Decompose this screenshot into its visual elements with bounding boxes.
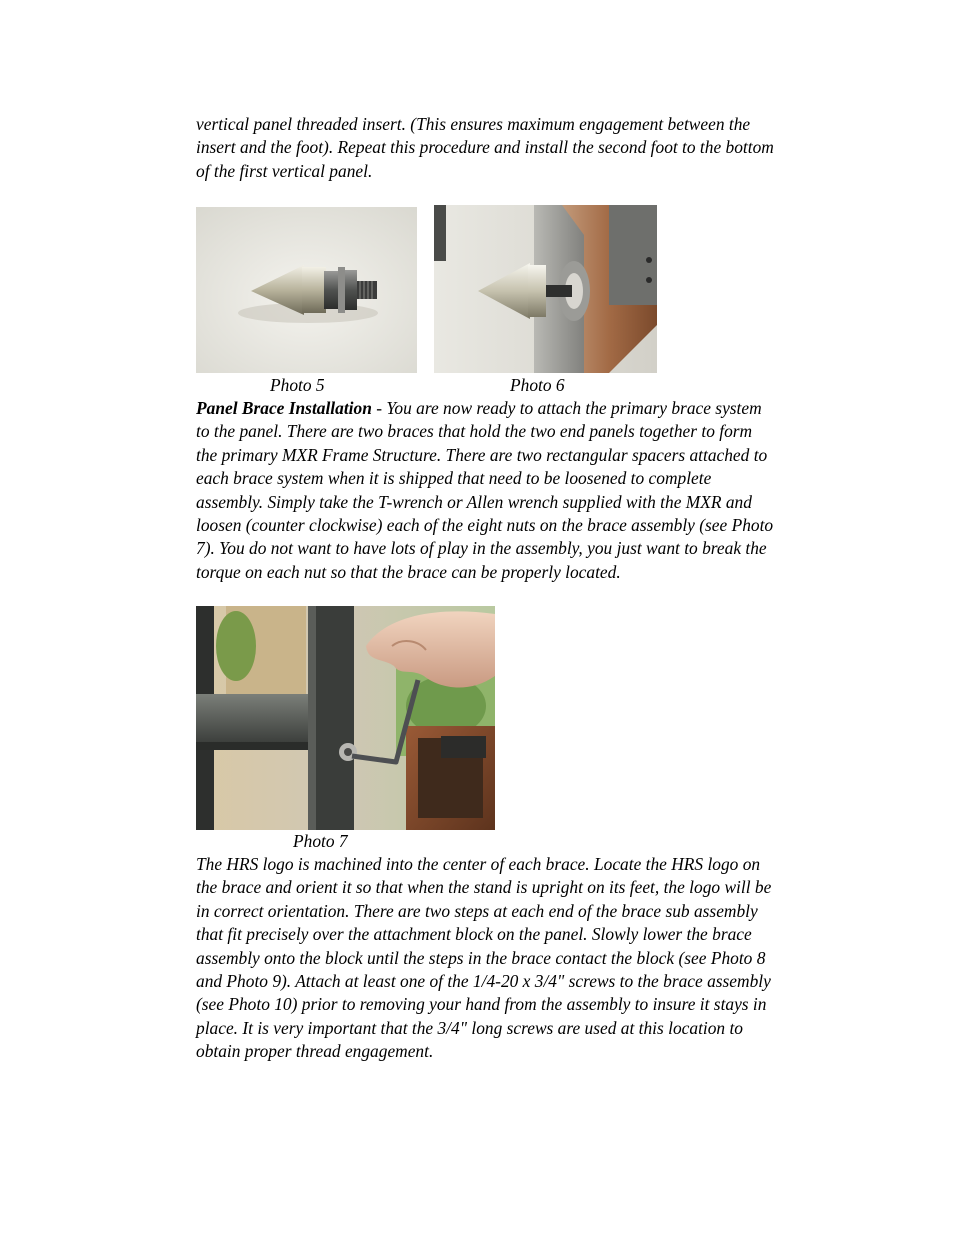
section-heading: Panel Brace Installation xyxy=(196,398,372,418)
photo-6-caption: Photo 6 xyxy=(510,375,565,395)
text-line: 7). You do not want to have lots of play in the assembly, you just want to break the xyxy=(196,538,767,559)
text-line: (see Photo 10) prior to removing your hand from the assembly to insure it stays in xyxy=(196,994,767,1015)
text-line: each brace system when it is shipped that need to be loosened to complete xyxy=(196,468,712,489)
text-line: obtain proper thread engagement. xyxy=(196,1041,434,1062)
text-line: assembly. Simply take the T-wrench or Allen wrench supplied with the MXR and xyxy=(196,491,752,512)
text-line: place. It is very important that the 3/4" long screws are used at this location to xyxy=(196,1017,743,1038)
text-line: insert and the foot). Repeat this procedure and install the second foot to the bottom xyxy=(196,137,774,158)
text-line: to the panel. There are two braces that hold the two end panels together to form xyxy=(196,421,753,442)
photo-5-spike-foot xyxy=(196,207,417,373)
photo-5-caption: Photo 5 xyxy=(270,375,325,395)
hrs-logo-paragraph xyxy=(196,853,821,1064)
photo-7-caption: Photo 7 xyxy=(293,831,348,851)
text-line: that fit precisely over the attachment block on the panel. Slowly lower the brace xyxy=(196,924,752,945)
brace-installation-paragraph xyxy=(196,397,821,584)
text-line: of the first vertical panel. xyxy=(196,160,373,181)
text-line: vertical panel threaded insert. (This ensures maximum engagement between the xyxy=(196,114,751,134)
text-line: The HRS logo is machined into the center of each brace. Locate the HRS logo on xyxy=(196,854,761,874)
spike-foot-image xyxy=(196,207,417,373)
text-line: torque on each nut so that the brace can be properly located. xyxy=(196,561,621,582)
photo-7-allen-wrench xyxy=(196,606,495,830)
text-line: the primary MXR Frame Structure. There are two rectangular spacers attached to xyxy=(196,444,768,465)
text-line xyxy=(196,397,821,420)
text-line: assembly onto the block until the steps in the brace contact the block (see Photo 8 xyxy=(196,947,766,968)
text-line: in correct orientation. There are two steps at each end of the brace sub assembly xyxy=(196,900,758,921)
installed-foot-image xyxy=(434,205,657,373)
text-line: loosen (counter clockwise) each of the eight nuts on the brace assembly (see Photo xyxy=(196,515,774,536)
allen-wrench-image xyxy=(196,606,495,830)
photo-6-foot-installed xyxy=(434,205,657,373)
text-line: and Photo 9). Attach at least one of the 1/4-20 x 3/4" screws to the brace assembly xyxy=(196,971,771,992)
heading-continuation: - You are now ready to attach the primary brace system xyxy=(371,398,762,418)
intro-paragraph xyxy=(196,113,821,183)
text-line: the brace and orient it so that when the stand is upright on its feet, the logo will be xyxy=(196,877,772,898)
